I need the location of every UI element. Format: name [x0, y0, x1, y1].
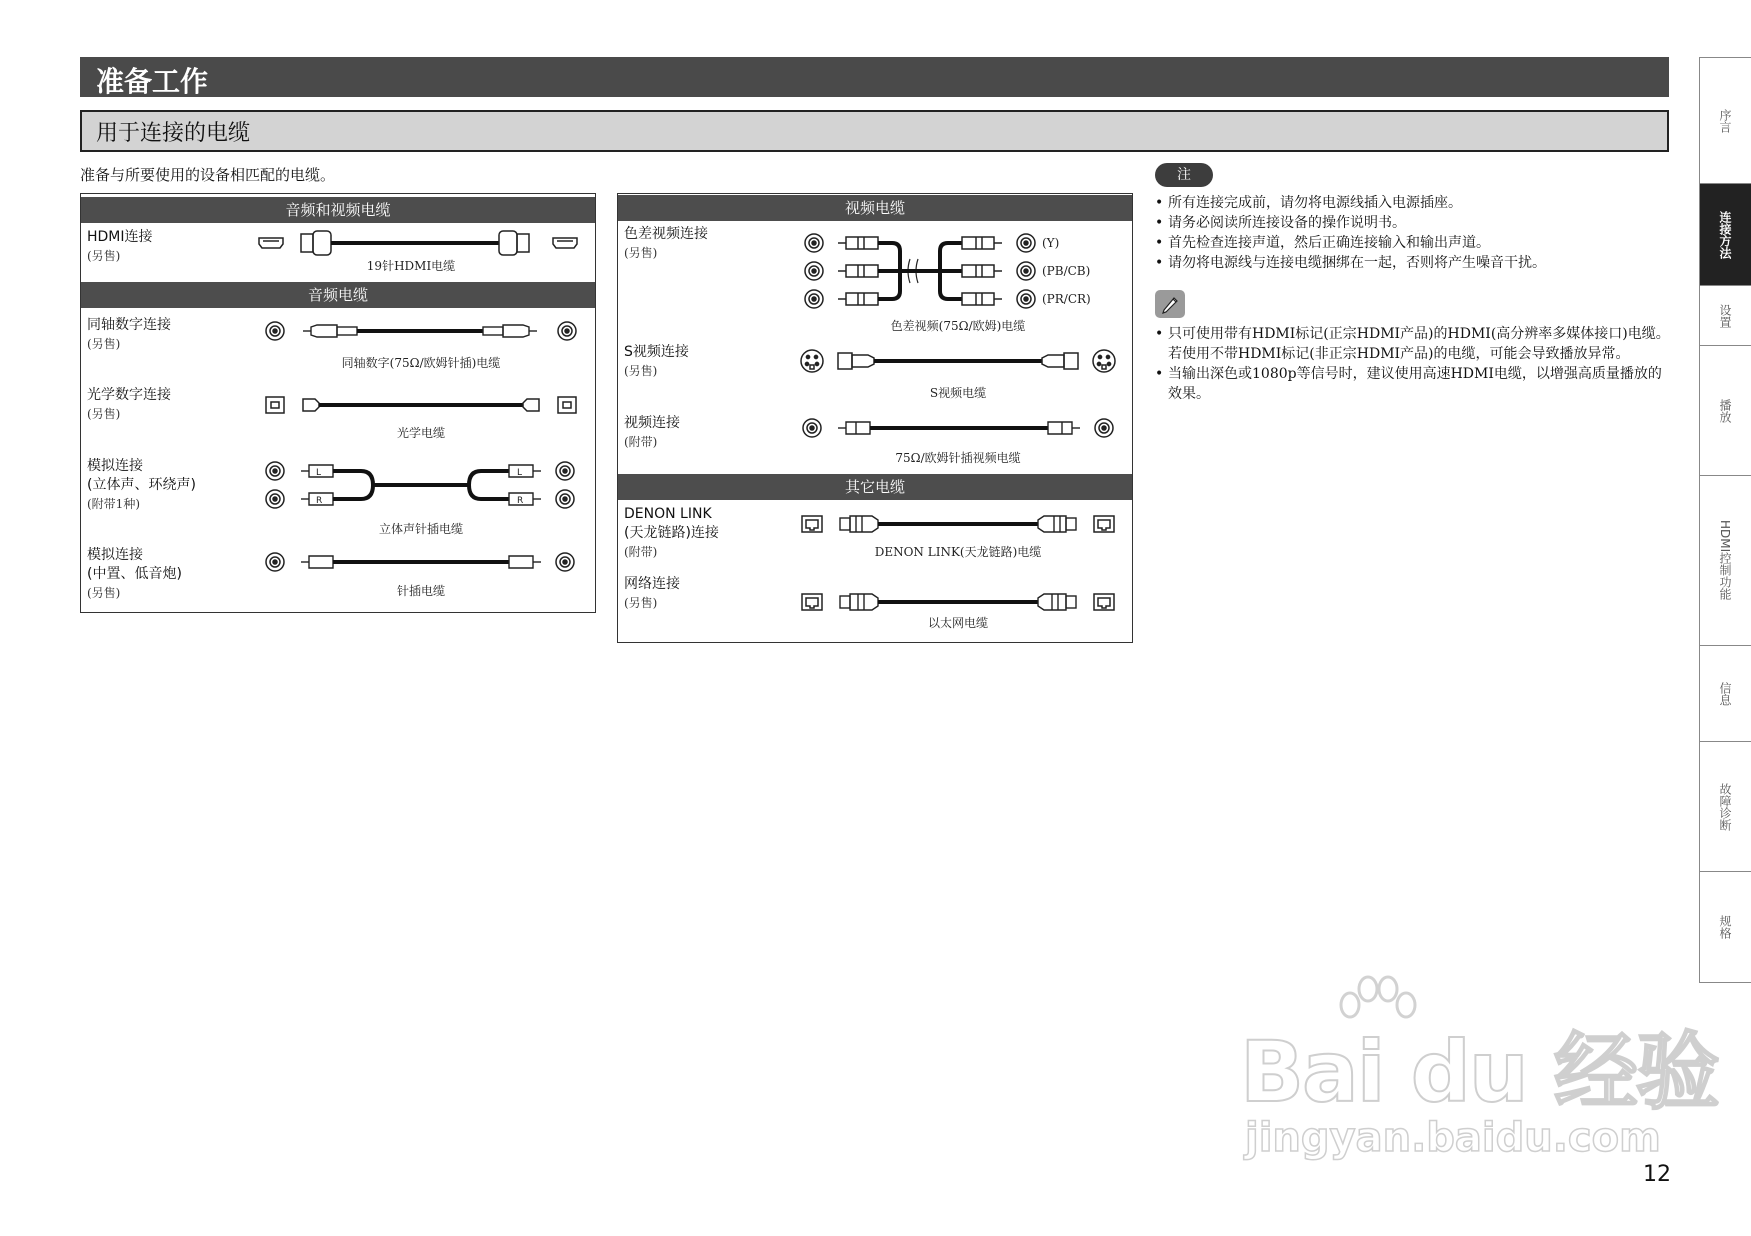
- row-optical: [87, 386, 171, 424]
- svideo-jack-icon: [801, 350, 823, 372]
- watermark-brand: Bai du 经验: [1240, 1023, 1718, 1121]
- section-title-bar: [80, 110, 1669, 152]
- cable-caption-video: 75Ω/欧姆针插视频电缆: [895, 451, 1021, 465]
- cable-caption-stereo: 立体声针插电缆: [378, 522, 463, 536]
- tab-playback-label: 播放: [1718, 398, 1732, 423]
- stereo-cable-illustration: [261, 460, 581, 512]
- terminal-label-y: (Y): [1042, 236, 1060, 250]
- lan-port-icon: [802, 516, 822, 532]
- row-network-label: 网络连接: [624, 576, 680, 592]
- rca-jack-icon: [805, 290, 823, 308]
- row-svideo: [624, 343, 689, 381]
- row-analog-center-sub: (另售): [87, 586, 121, 600]
- optical-cable-illustration: [261, 393, 581, 417]
- row-component: [624, 225, 708, 263]
- rca-jack-icon: [1017, 234, 1035, 252]
- section-header-av: 音频和视频电缆: [81, 197, 595, 223]
- tips-list: [1155, 324, 1670, 404]
- row-coaxial-label: 同轴数字连接: [87, 317, 171, 333]
- coaxial-cable-illustration: [261, 319, 581, 343]
- svideo-cable-illustration: [798, 347, 1118, 375]
- left-cable-table: [80, 193, 596, 613]
- svg-text:R: R: [517, 496, 524, 506]
- lan-port-icon: [1094, 516, 1114, 532]
- row-svideo-sub: (另售): [624, 364, 658, 378]
- intro-text: 准备与所要使用的设备相匹配的电缆。: [80, 166, 336, 184]
- hdmi-plug-icon: [301, 231, 331, 255]
- note-badge: 注: [1155, 163, 1213, 187]
- cable-caption-coaxial: 同轴数字(75Ω/欧姆针插)电缆: [341, 356, 501, 370]
- tab-playback[interactable]: [1699, 345, 1751, 475]
- tab-settings-label: 设置: [1718, 303, 1732, 328]
- row-component-label: 色差视频连接: [624, 226, 708, 242]
- section-header-other: 其它电缆: [618, 474, 1132, 500]
- tab-hdmi-control[interactable]: [1699, 475, 1751, 645]
- row-svideo-label: S视频连接: [624, 344, 689, 360]
- lan-plug-icon: [840, 516, 878, 532]
- tab-connections[interactable]: [1699, 183, 1751, 285]
- rca-plug-icon: [962, 293, 1002, 305]
- note-item: • 请勿将电源线与连接电缆捆绑在一起，否则将产生噪音干扰。: [1155, 253, 1670, 273]
- cable-caption-svideo: S视频电缆: [929, 386, 987, 400]
- rca-plug-icon: [509, 493, 541, 506]
- tab-information-label: 信息: [1718, 681, 1732, 706]
- section-header-audio: 音频电缆: [81, 282, 595, 308]
- rca-jack-icon: [266, 553, 284, 571]
- cable-caption-hdmi: 19针HDMI电缆: [366, 259, 456, 273]
- row-denon-link-sub: (附带): [624, 545, 658, 559]
- rca-jack-icon: [556, 490, 574, 508]
- rca-plug-icon: [303, 325, 357, 337]
- cable-caption-ethernet: 以太网电缆: [927, 616, 988, 630]
- rca-plug-icon: [838, 422, 870, 434]
- optical-jack-icon: [558, 397, 576, 413]
- watermark-url: jingyan.baidu.com: [1245, 1115, 1661, 1161]
- lan-plug-icon: [840, 594, 878, 610]
- row-coaxial: [87, 316, 171, 354]
- section-title: 用于连接的电缆: [96, 121, 251, 146]
- rca-plug-icon: [301, 465, 333, 478]
- row-optical-sub: (另售): [87, 407, 121, 421]
- cable-caption-rca: 针插电缆: [396, 584, 445, 598]
- tab-specifications[interactable]: [1699, 871, 1751, 983]
- note-item: • 请务必阅读所连接设备的操作说明书。: [1155, 213, 1670, 233]
- tab-settings[interactable]: [1699, 285, 1751, 345]
- rca-plug-icon: [301, 493, 333, 506]
- row-denon-link-label2: (天龙链路)连接: [624, 525, 719, 541]
- rca-plug-icon: [509, 465, 541, 478]
- row-hdmi-sub: (另售): [87, 249, 121, 263]
- row-analog-stereo-label: 模拟连接: [87, 458, 143, 474]
- lan-plug-icon: [1038, 516, 1076, 532]
- cable-caption-component: 色差视频(75Ω/欧姆)电缆: [890, 319, 1026, 333]
- row-analog-stereo-label2: (立体声、环绕声): [87, 477, 196, 493]
- tab-information[interactable]: [1699, 645, 1751, 741]
- row-component-sub: (另售): [624, 246, 658, 260]
- video-cable-illustration: [798, 416, 1118, 440]
- rca-jack-icon: [558, 322, 576, 340]
- tab-preface-label: 序言: [1718, 108, 1732, 133]
- rca-jack-icon: [556, 462, 574, 480]
- svg-text:R: R: [316, 496, 323, 506]
- tip-item: • 当输出深色或1080p等信号时，建议使用高速HDMI电缆，以增强高质量播放的效果。: [1155, 364, 1670, 404]
- row-analog-center-label2: (中置、低音炮): [87, 566, 182, 582]
- row-video-label: 视频连接: [624, 415, 680, 431]
- row-hdmi: [87, 228, 153, 266]
- terminal-label-pb: (PB/CB): [1042, 264, 1091, 278]
- cable-caption-denon-link: DENON LINK(天龙链路)电缆: [874, 545, 1042, 559]
- optical-jack-icon: [266, 397, 284, 413]
- rca-plug-icon: [301, 556, 333, 568]
- row-analog-center: [87, 546, 182, 603]
- optical-plug-icon: [303, 399, 319, 411]
- rca-jack-icon: [1017, 262, 1035, 280]
- row-denon-link: [624, 505, 719, 562]
- rca-jack-icon: [266, 462, 284, 480]
- rca-cable-illustration: [261, 550, 581, 574]
- notes-list: [1155, 193, 1670, 273]
- row-analog-center-label: 模拟连接: [87, 547, 143, 563]
- cable-caption-optical: 光学电缆: [396, 426, 445, 440]
- denon-link-cable-illustration: [798, 512, 1118, 536]
- hdmi-cable-illustration: [256, 228, 586, 258]
- svideo-plug-icon: [1042, 353, 1078, 369]
- section-header-video: 视频电缆: [618, 195, 1132, 221]
- rca-plug-icon: [838, 293, 878, 305]
- rca-jack-icon: [805, 234, 823, 252]
- tab-connections-label: 连接方法: [1718, 210, 1732, 259]
- rca-plug-icon: [483, 325, 537, 337]
- rca-plug-icon: [838, 265, 878, 277]
- rca-plug-icon: [1048, 422, 1080, 434]
- row-network-sub: (另售): [624, 596, 658, 610]
- row-optical-label: 光学数字连接: [87, 387, 171, 403]
- page-title: 准备工作: [96, 65, 209, 98]
- ethernet-cable-illustration: [798, 590, 1118, 614]
- note-item: • 所有连接完成前，请勿将电源线插入电源插座。: [1155, 193, 1670, 213]
- hdmi-port-icon: [553, 238, 577, 248]
- row-denon-link-label: DENON LINK: [624, 506, 712, 522]
- svideo-plug-icon: [838, 353, 874, 369]
- tab-troubleshooting[interactable]: [1699, 741, 1751, 871]
- pencil-icon: [1155, 290, 1185, 318]
- row-analog-stereo: [87, 457, 196, 514]
- rca-plug-icon: [509, 556, 541, 568]
- rca-jack-icon: [803, 419, 821, 437]
- tab-specifications-label: 规格: [1718, 915, 1732, 939]
- row-analog-stereo-sub: (附带1种): [87, 497, 140, 511]
- hdmi-plug-icon: [499, 231, 529, 255]
- row-hdmi-label: HDMI连接: [87, 229, 153, 245]
- rca-plug-icon: [962, 265, 1002, 277]
- rca-jack-icon: [1095, 419, 1113, 437]
- lan-port-icon: [1094, 594, 1114, 610]
- terminal-label-pr: (PR/CR): [1042, 292, 1091, 306]
- svg-text:L: L: [517, 468, 523, 478]
- rca-jack-icon: [266, 322, 284, 340]
- lan-port-icon: [802, 594, 822, 610]
- row-coaxial-sub: (另售): [87, 337, 121, 351]
- tab-troubleshooting-label: 故障诊断: [1718, 782, 1732, 831]
- note-item: • 首先检查连接声道，然后正确连接输入和输出声道。: [1155, 233, 1670, 253]
- row-network: [624, 575, 680, 613]
- rca-jack-icon: [556, 553, 574, 571]
- lan-plug-icon: [1038, 594, 1076, 610]
- component-cable-illustration: [800, 229, 1040, 311]
- rca-plug-icon: [962, 237, 1002, 249]
- optical-plug-icon: [523, 399, 539, 411]
- rca-jack-icon: [805, 262, 823, 280]
- rca-jack-icon: [266, 490, 284, 508]
- tab-preface[interactable]: [1699, 57, 1751, 183]
- svideo-jack-icon: [1093, 350, 1115, 372]
- hdmi-port-icon: [259, 238, 283, 248]
- rca-jack-icon: [1017, 290, 1035, 308]
- rca-plug-icon: [838, 237, 878, 249]
- row-video: [624, 414, 680, 452]
- right-cable-table: [617, 193, 1133, 643]
- page-number: 12: [1643, 1162, 1671, 1187]
- page-title-bar: [80, 57, 1669, 97]
- tip-item: • 只可使用带有HDMI标记(正宗HDMI产品)的HDMI(高分辨率多媒体接口)电缆。若使用不带HDMI标记(非正宗HDMI产品)的电缆，可能会导致播放异常。: [1155, 324, 1670, 364]
- row-video-sub: (附带): [624, 435, 658, 449]
- tab-hdmi-control-label: HDMI控制功能: [1718, 520, 1732, 601]
- svg-text:L: L: [316, 468, 322, 478]
